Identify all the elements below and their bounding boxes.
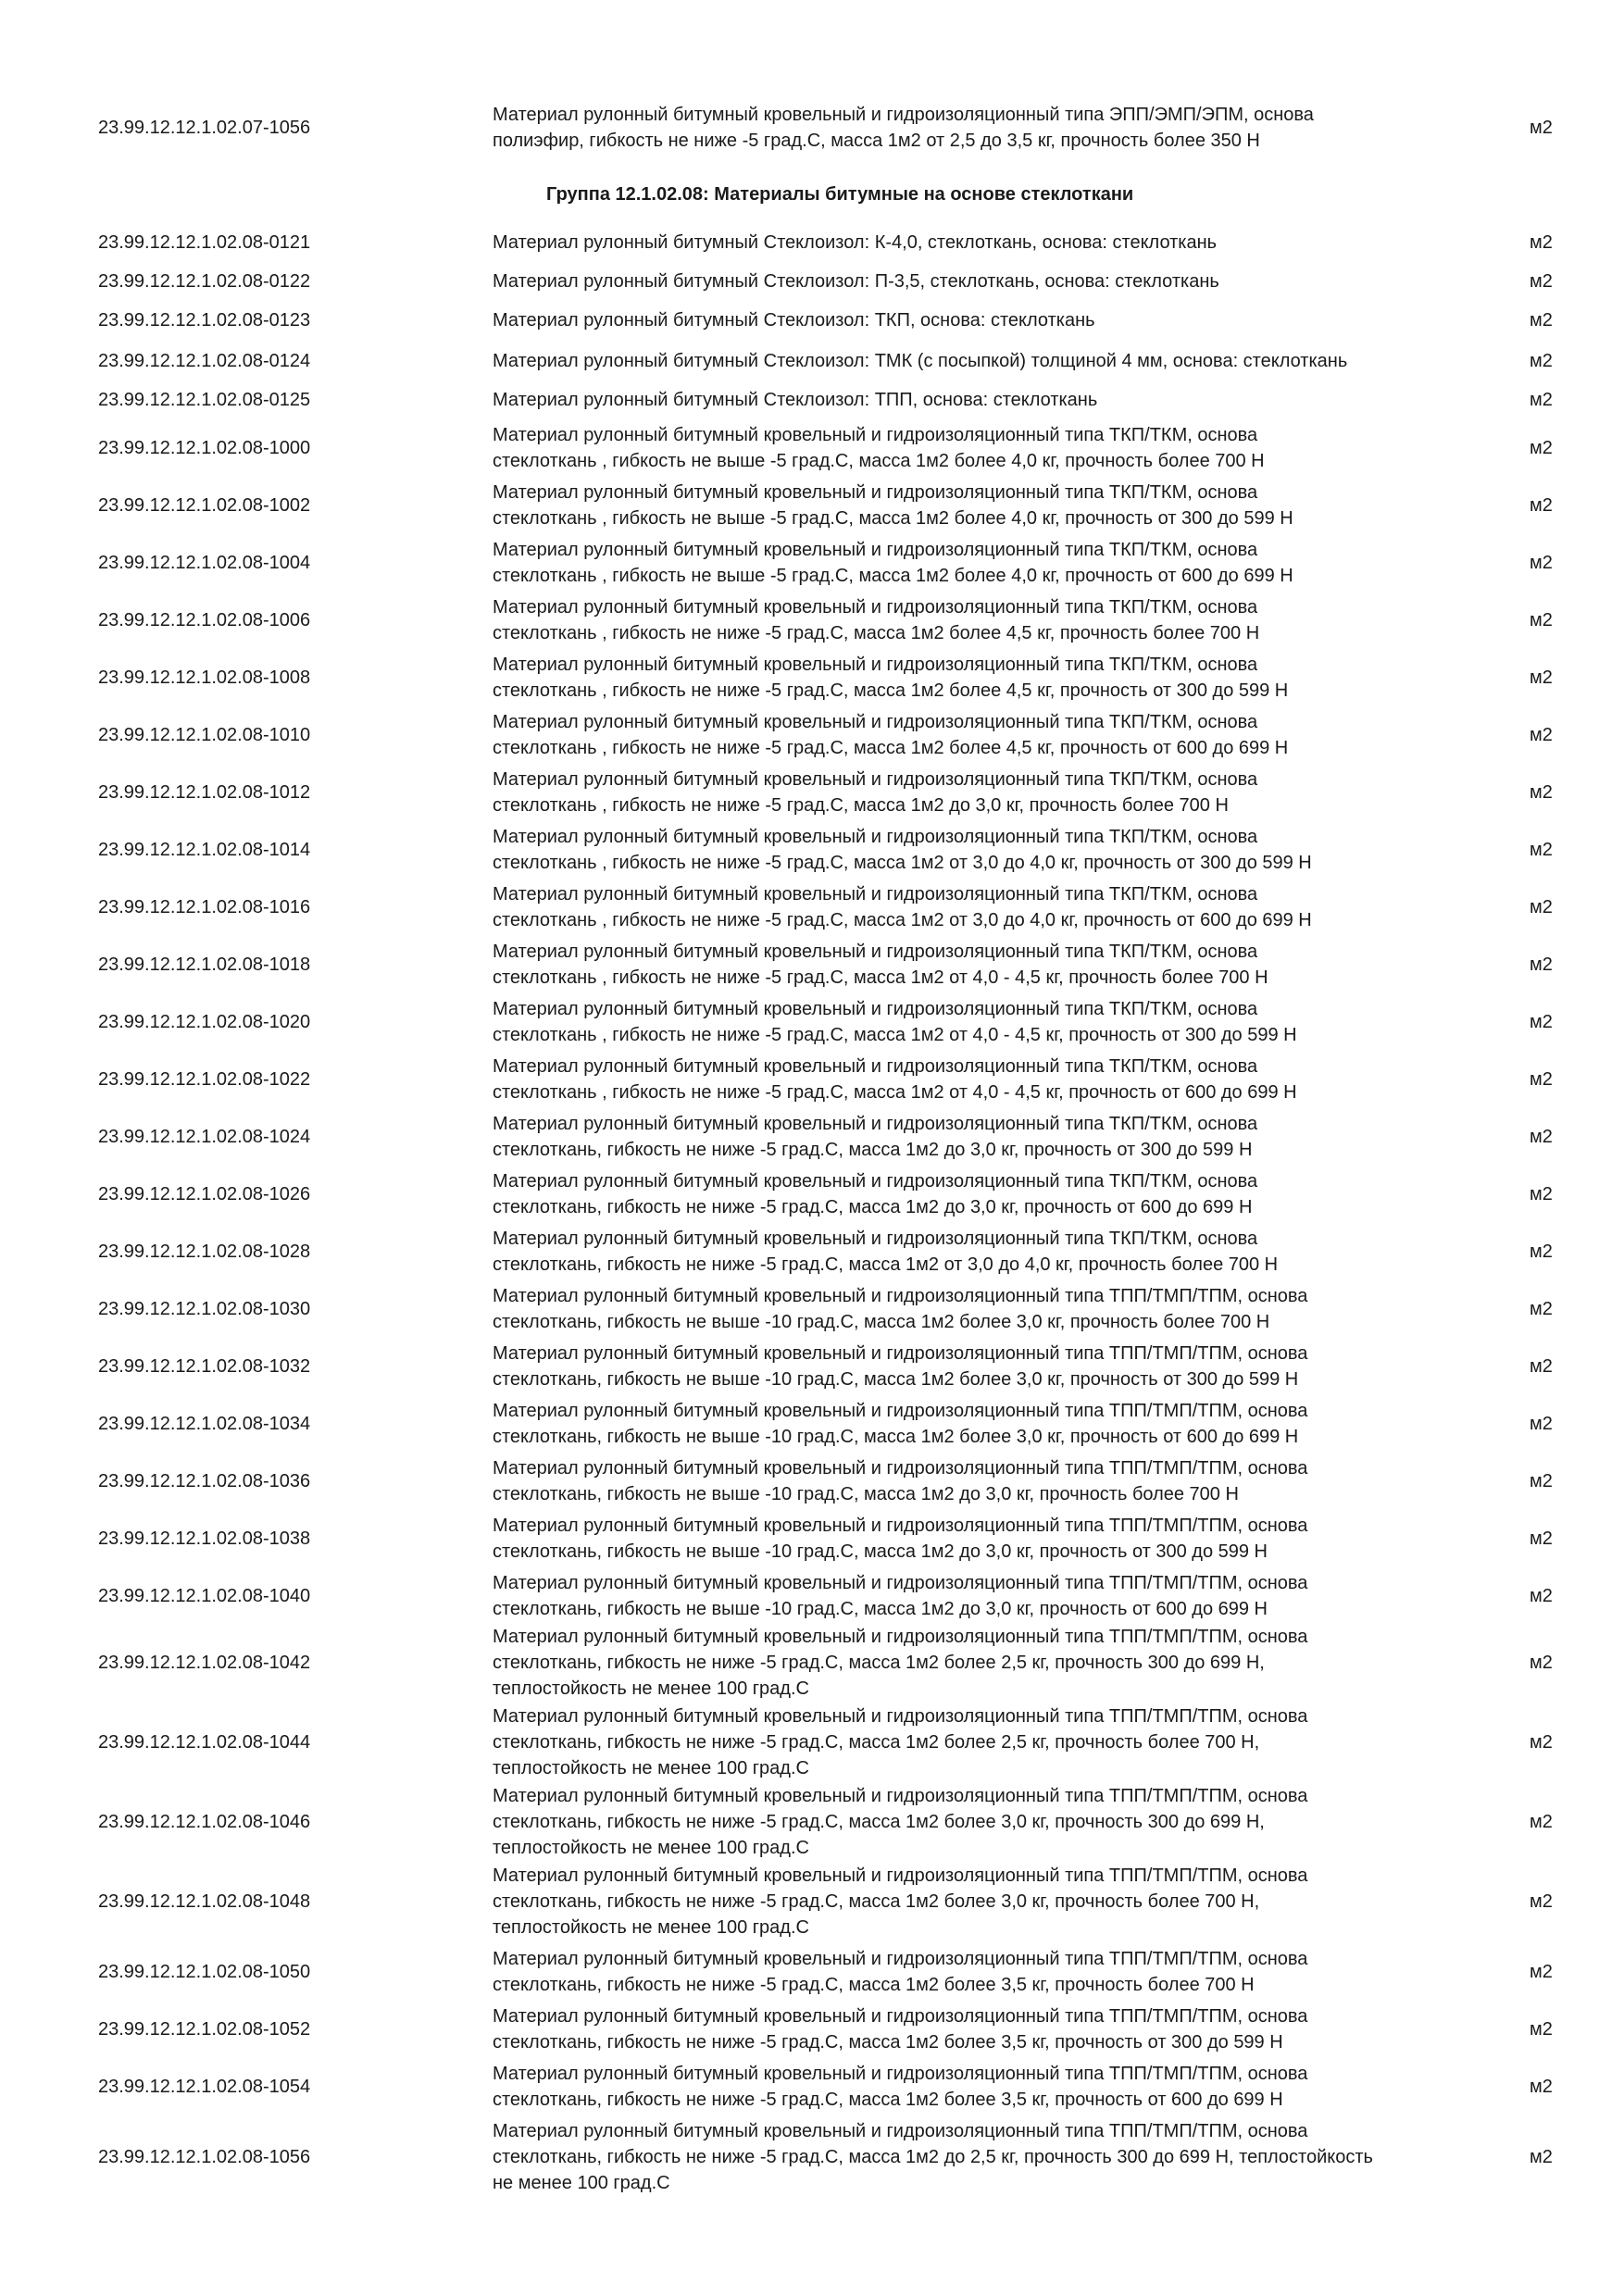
row-description — [493, 387, 1455, 413]
description-line: Материал рулонный битумный кровельный и гидроизоляционный типа ТКП/ТКМ, основа — [493, 425, 1258, 445]
row-unit: м2 — [1530, 1471, 1553, 1491]
row-unit: м2 — [1530, 1127, 1553, 1147]
description-line: Материал рулонный битумный кровельный и гидроизоляционный типа ТПП/ТМП/ТПМ, основа — [493, 1949, 1308, 1969]
row-unit: м2 — [1530, 310, 1553, 331]
table-row — [0, 2061, 1624, 2113]
table-row — [0, 767, 1624, 818]
row-unit: м2 — [1530, 232, 1553, 253]
row-code: 23.99.12.12.1.02.08-1014 — [98, 840, 311, 860]
row-unit: м2 — [1530, 610, 1553, 630]
row-unit: м2 — [1530, 955, 1553, 975]
table-row — [0, 1283, 1624, 1335]
row-unit: м2 — [1530, 1529, 1553, 1549]
row-description — [493, 537, 1455, 589]
row-code: 23.99.12.12.1.02.08-1002 — [98, 495, 311, 516]
description-line: Материал рулонный битумный Стеклоизол: К-4,0, стеклоткань, основа: стеклоткань — [493, 232, 1218, 253]
table-row — [0, 387, 1624, 413]
table-row — [0, 102, 1624, 154]
description-line: Материал рулонный битумный кровельный и гидроизоляционный типа ТПП/ТМП/ТПМ, основа — [493, 2064, 1308, 2084]
row-description — [493, 881, 1455, 933]
description-line: стеклоткань , гибкость не ниже -5 град.С, масса 1м2 более 4,5 кг, прочность более 700 Н — [493, 623, 1260, 643]
description-line: Материал рулонный битумный кровельный и гидроизоляционный типа ТКП/ТКМ, основа — [493, 769, 1258, 790]
description-line: стеклоткань, гибкость не ниже -5 град.С, масса 1м2 более 3,5 кг, прочность от 300 до 599 Н — [493, 2032, 1283, 2053]
description-line: Материал рулонный битумный кровельный и гидроизоляционный типа ТКП/ТКМ, основа — [493, 999, 1258, 1019]
row-code: 23.99.12.12.1.02.08-1032 — [98, 1356, 311, 1377]
row-code: 23.99.12.12.1.02.08-1054 — [98, 2077, 311, 2097]
row-description — [493, 230, 1455, 256]
row-code: 23.99.12.12.1.02.08-0123 — [98, 310, 311, 331]
table-row — [0, 1570, 1624, 1622]
row-unit: м2 — [1530, 1891, 1553, 1912]
description-line: стеклоткань, гибкость не выше -10 град.С, масса 1м2 до 3,0 кг, прочность от 600 до 699 Н — [493, 1599, 1268, 1619]
group-heading: Группа 12.1.02.08: Материалы битумные на основе стеклоткани — [546, 184, 1134, 205]
row-description — [493, 102, 1455, 154]
row-description — [493, 1111, 1455, 1163]
description-line: стеклоткань , гибкость не выше -5 град.С, масса 1м2 более 4,0 кг, прочность более 700 Н — [493, 451, 1265, 471]
description-line: стеклоткань , гибкость не ниже -5 град.С, масса 1м2 от 3,0 до 4,0 кг, прочность от 300 до 599 Н — [493, 853, 1312, 873]
row-unit: м2 — [1530, 351, 1553, 371]
row-code: 23.99.12.12.1.02.08-1042 — [98, 1653, 311, 1673]
row-description — [493, 996, 1455, 1048]
row-unit: м2 — [1530, 118, 1553, 138]
description-line: полиэфир, гибкость не ниже -5 град.С, масса 1м2 от 2,5 до 3,5 кг, прочность более 350 Н — [493, 131, 1260, 151]
row-unit: м2 — [1530, 725, 1553, 745]
row-code: 23.99.12.12.1.02.08-1016 — [98, 897, 311, 917]
row-description — [493, 2003, 1455, 2055]
row-description — [493, 824, 1455, 876]
table-row — [0, 422, 1624, 474]
description-line: Материал рулонный битумный кровельный и гидроизоляционный типа ЭПП/ЭМП/ЭПМ, основа — [493, 105, 1314, 125]
table-row — [0, 709, 1624, 761]
description-line: стеклоткань, гибкость не ниже -5 град.С, масса 1м2 более 2,5 кг, прочность 300 до 699 Н, — [493, 1653, 1265, 1673]
table-row — [0, 268, 1624, 294]
description-line: Материал рулонный битумный кровельный и гидроизоляционный типа ТПП/ТМП/ТПМ, основа — [493, 1786, 1308, 1806]
description-line: Материал рулонный битумный кровельный и гидроизоляционный типа ТКП/ТКМ, основа — [493, 712, 1258, 732]
row-description — [493, 307, 1455, 333]
row-unit: м2 — [1530, 1069, 1553, 1090]
description-line: стеклоткань , гибкость не выше -5 град.С, масса 1м2 более 4,0 кг, прочность от 600 до 699 Н — [493, 566, 1293, 586]
table-row — [0, 939, 1624, 991]
description-line: Материал рулонный битумный кровельный и гидроизоляционный типа ТКП/ТКМ, основа — [493, 1229, 1258, 1249]
row-description — [493, 1946, 1455, 1998]
row-description — [493, 1624, 1455, 1702]
row-code: 23.99.12.12.1.02.08-1052 — [98, 2019, 311, 2040]
row-description — [493, 594, 1455, 646]
row-code: 23.99.12.12.1.02.08-1006 — [98, 610, 311, 630]
description-line: Материал рулонный битумный кровельный и гидроизоляционный типа ТКП/ТКМ, основа — [493, 655, 1258, 675]
row-unit: м2 — [1530, 495, 1553, 516]
row-description — [493, 1226, 1455, 1278]
row-code: 23.99.12.12.1.02.08-1024 — [98, 1127, 311, 1147]
row-unit: м2 — [1530, 2077, 1553, 2097]
table-row — [0, 881, 1624, 933]
table-row — [0, 1455, 1624, 1507]
row-code: 23.99.12.12.1.02.08-1000 — [98, 438, 311, 458]
description-line: теплостойкость не менее 100 град.С — [493, 1758, 809, 1778]
table-row — [0, 1863, 1624, 1940]
row-code: 23.99.12.12.1.02.08-1012 — [98, 782, 311, 803]
row-description — [493, 1283, 1455, 1335]
row-unit: м2 — [1530, 390, 1553, 410]
description-line: стеклоткань, гибкость не ниже -5 град.С, масса 1м2 от 3,0 до 4,0 кг, прочность более 700 Н — [493, 1254, 1279, 1275]
description-line: Материал рулонный битумный Стеклоизол: П-3,5, стеклоткань, основа: стеклоткань — [493, 271, 1219, 292]
table-row — [0, 594, 1624, 646]
description-line: стеклоткань , гибкость не ниже -5 град.С, масса 1м2 до 3,0 кг, прочность более 700 Н — [493, 795, 1229, 816]
row-unit: м2 — [1530, 840, 1553, 860]
row-code: 23.99.12.12.1.02.08-1020 — [98, 1012, 311, 1032]
description-line: стеклоткань , гибкость не выше -5 град.С, масса 1м2 более 4,0 кг, прочность от 300 до 599 Н — [493, 508, 1293, 529]
description-line: Материал рулонный битумный кровельный и гидроизоляционный типа ТКП/ТКМ, основа — [493, 1171, 1258, 1192]
row-unit: м2 — [1530, 1012, 1553, 1032]
row-code: 23.99.12.12.1.02.08-1050 — [98, 1962, 311, 1982]
row-code: 23.99.12.12.1.02.08-1056 — [98, 2147, 311, 2167]
row-code: 23.99.12.12.1.02.08-1046 — [98, 1812, 311, 1832]
table-row — [0, 996, 1624, 1048]
row-description — [493, 2061, 1455, 2113]
description-line: Материал рулонный битумный кровельный и гидроизоляционный типа ТПП/ТМП/ТПМ, основа — [493, 1516, 1308, 1536]
table-row — [0, 2118, 1624, 2196]
description-line: стеклоткань, гибкость не ниже -5 град.С, масса 1м2 более 3,0 кг, прочность 300 до 699 Н, — [493, 1812, 1265, 1832]
table-row — [0, 307, 1624, 333]
row-unit: м2 — [1530, 1812, 1553, 1832]
row-description — [493, 1054, 1455, 1105]
row-code: 23.99.12.12.1.02.08-1028 — [98, 1242, 311, 1262]
table-row — [0, 1513, 1624, 1565]
description-line: стеклоткань, гибкость не выше -10 град.С, масса 1м2 до 3,0 кг, прочность от 300 до 599 Н — [493, 1541, 1268, 1562]
description-line: Материал рулонный битумный кровельный и гидроизоляционный типа ТПП/ТМП/ТПМ, основа — [493, 1573, 1308, 1593]
row-code: 23.99.12.12.1.02.08-0125 — [98, 390, 311, 410]
row-code: 23.99.12.12.1.02.08-1036 — [98, 1471, 311, 1491]
row-code: 23.99.12.12.1.02.08-1008 — [98, 668, 311, 688]
row-unit: м2 — [1530, 1962, 1553, 1982]
table-row — [0, 480, 1624, 531]
table-row — [0, 1341, 1624, 1392]
row-description — [493, 1703, 1455, 1781]
description-line: стеклоткань , гибкость не ниже -5 град.С, масса 1м2 от 3,0 до 4,0 кг, прочность от 600 до 699 Н — [493, 910, 1312, 930]
row-description — [493, 348, 1455, 374]
description-line: Материал рулонный битумный кровельный и гидроизоляционный типа ТПП/ТМП/ТПМ, основа — [493, 1343, 1308, 1364]
row-description — [493, 268, 1455, 294]
table-row — [0, 1398, 1624, 1450]
description-line: Материал рулонный битумный кровельный и гидроизоляционный типа ТПП/ТМП/ТПМ, основа — [493, 1401, 1308, 1421]
description-line: Материал рулонный битумный кровельный и гидроизоляционный типа ТКП/ТКМ, основа — [493, 482, 1258, 503]
description-line: стеклоткань, гибкость не ниже -5 град.С, масса 1м2 до 3,0 кг, прочность от 600 до 699 Н — [493, 1197, 1253, 1217]
description-line: стеклоткань, гибкость не ниже -5 град.С, масса 1м2 до 2,5 кг, прочность 300 до 699 Н, теплостойкость — [493, 2147, 1373, 2167]
description-line: стеклоткань , гибкость не ниже -5 град.С, масса 1м2 от 4,0 - 4,5 кг, прочность от 600 до 699 Н — [493, 1082, 1297, 1103]
description-line: Материал рулонный битумный кровельный и гидроизоляционный типа ТКП/ТКМ, основа — [493, 1114, 1258, 1134]
description-line: Материал рулонный битумный кровельный и гидроизоляционный типа ТКП/ТКМ, основа — [493, 597, 1258, 618]
table-row — [0, 2003, 1624, 2055]
table-row — [0, 230, 1624, 256]
row-unit: м2 — [1530, 1184, 1553, 1204]
description-line: Материал рулонный битумный кровельный и гидроизоляционный типа ТКП/ТКМ, основа — [493, 540, 1258, 560]
table-row — [0, 1111, 1624, 1163]
description-line: стеклоткань, гибкость не выше -10 град.С, масса 1м2 более 3,0 кг, прочность более 700 Н — [493, 1312, 1270, 1332]
row-description — [493, 709, 1455, 761]
row-code: 23.99.12.12.1.02.08-1004 — [98, 553, 311, 573]
row-description — [493, 1168, 1455, 1220]
description-line: Материал рулонный битумный кровельный и гидроизоляционный типа ТПП/ТМП/ТПМ, основа — [493, 1627, 1308, 1647]
row-description — [493, 1863, 1455, 1940]
row-code: 23.99.12.12.1.02.07-1056 — [98, 118, 311, 138]
row-description — [493, 1513, 1455, 1565]
table-row — [0, 1054, 1624, 1105]
row-unit: м2 — [1530, 1299, 1553, 1319]
row-description — [493, 480, 1455, 531]
row-unit: м2 — [1530, 1242, 1553, 1262]
description-line: Материал рулонный битумный кровельный и гидроизоляционный типа ТПП/ТМП/ТПМ, основа — [493, 1706, 1308, 1727]
row-description — [493, 1455, 1455, 1507]
table-row — [0, 652, 1624, 704]
row-description — [493, 1341, 1455, 1392]
row-unit: м2 — [1530, 668, 1553, 688]
description-line: Материал рулонный битумный кровельный и гидроизоляционный типа ТКП/ТКМ, основа — [493, 884, 1258, 905]
row-code: 23.99.12.12.1.02.08-1044 — [98, 1732, 311, 1753]
table-row — [0, 537, 1624, 589]
table-row — [0, 1226, 1624, 1278]
row-unit: м2 — [1530, 1356, 1553, 1377]
table-row — [0, 1624, 1624, 1702]
row-code: 23.99.12.12.1.02.08-0122 — [98, 271, 311, 292]
row-code: 23.99.12.12.1.02.08-1034 — [98, 1414, 311, 1434]
row-description — [493, 939, 1455, 991]
description-line: стеклоткань, гибкость не ниже -5 град.С, масса 1м2 более 3,0 кг, прочность более 700 Н, — [493, 1891, 1260, 1912]
row-unit: м2 — [1530, 1732, 1553, 1753]
description-line: стеклоткань, гибкость не выше -10 град.С, масса 1м2 более 3,0 кг, прочность от 300 до 599 Н — [493, 1369, 1299, 1390]
description-line: Материал рулонный битумный кровельный и гидроизоляционный типа ТПП/ТМП/ТПМ, основа — [493, 2121, 1308, 2141]
table-row — [0, 348, 1624, 374]
row-code: 23.99.12.12.1.02.08-1038 — [98, 1529, 311, 1549]
table-row — [0, 1703, 1624, 1781]
row-unit: м2 — [1530, 2147, 1553, 2167]
description-line: теплостойкость не менее 100 град.С — [493, 1678, 809, 1699]
row-code: 23.99.12.12.1.02.08-1010 — [98, 725, 311, 745]
row-description — [493, 1398, 1455, 1450]
table-row — [0, 1168, 1624, 1220]
table-row — [0, 1783, 1624, 1861]
row-unit: м2 — [1530, 782, 1553, 803]
description-line: стеклоткань, гибкость не ниже -5 град.С, масса 1м2 более 3,5 кг, прочность более 700 Н — [493, 1975, 1255, 1995]
row-description — [493, 767, 1455, 818]
row-description — [493, 422, 1455, 474]
description-line: Материал рулонный битумный Стеклоизол: ТМК (с посыпкой) толщиной 4 мм, основа: стеклоткань — [493, 351, 1348, 371]
row-unit: м2 — [1530, 1586, 1553, 1606]
description-line: стеклоткань , гибкость не ниже -5 град.С, масса 1м2 от 4,0 - 4,5 кг, прочность от 300 до 599 Н — [493, 1025, 1297, 1045]
row-unit: м2 — [1530, 271, 1553, 292]
row-unit: м2 — [1530, 553, 1553, 573]
description-line: стеклоткань, гибкость не ниже -5 град.С, масса 1м2 более 3,5 кг, прочность от 600 до 699 Н — [493, 2090, 1283, 2110]
description-line: стеклоткань , гибкость не ниже -5 град.С, масса 1м2 от 4,0 - 4,5 кг, прочность более 700 Н — [493, 967, 1268, 988]
row-code: 23.99.12.12.1.02.08-1026 — [98, 1184, 311, 1204]
description-line: стеклоткань, гибкость не ниже -5 град.С, масса 1м2 до 3,0 кг, прочность от 300 до 599 Н — [493, 1140, 1253, 1160]
row-description — [493, 1570, 1455, 1622]
row-code: 23.99.12.12.1.02.08-1018 — [98, 955, 311, 975]
row-code: 23.99.12.12.1.02.08-0121 — [98, 232, 311, 253]
row-description — [493, 652, 1455, 704]
description-line: Материал рулонный битумный кровельный и гидроизоляционный типа ТПП/ТМП/ТПМ, основа — [493, 1286, 1308, 1306]
description-line: стеклоткань , гибкость не ниже -5 град.С, масса 1м2 более 4,5 кг, прочность от 600 до 699 Н — [493, 738, 1289, 758]
description-line: стеклоткань , гибкость не ниже -5 град.С, масса 1м2 более 4,5 кг, прочность от 300 до 599 Н — [493, 680, 1289, 701]
description-line: Материал рулонный битумный Стеклоизол: ТПП, основа: стеклоткань — [493, 390, 1098, 410]
table-row — [0, 824, 1624, 876]
description-line: стеклоткань, гибкость не выше -10 град.С, масса 1м2 более 3,0 кг, прочность от 600 до 699 Н — [493, 1427, 1299, 1447]
description-line: стеклоткань, гибкость не ниже -5 град.С, масса 1м2 более 2,5 кг, прочность более 700 Н, — [493, 1732, 1260, 1753]
row-code: 23.99.12.12.1.02.08-1048 — [98, 1891, 311, 1912]
description-line: Материал рулонный битумный кровельный и гидроизоляционный типа ТПП/ТМП/ТПМ, основа — [493, 1866, 1308, 1886]
description-line: Материал рулонный битумный кровельный и гидроизоляционный типа ТКП/ТКМ, основа — [493, 942, 1258, 962]
description-line: не менее 100 град.С — [493, 2173, 670, 2193]
description-line: теплостойкость не менее 100 град.С — [493, 1917, 809, 1938]
row-unit: м2 — [1530, 897, 1553, 917]
description-line: Материал рулонный битумный кровельный и гидроизоляционный типа ТКП/ТКМ, основа — [493, 827, 1258, 847]
row-code: 23.99.12.12.1.02.08-1030 — [98, 1299, 311, 1319]
description-line: Материал рулонный битумный кровельный и гидроизоляционный типа ТПП/ТМП/ТПМ, основа — [493, 1458, 1308, 1479]
description-line: Материал рулонный битумный кровельный и гидроизоляционный типа ТКП/ТКМ, основа — [493, 1056, 1258, 1077]
row-unit: м2 — [1530, 1414, 1553, 1434]
description-line: стеклоткань, гибкость не выше -10 град.С, масса 1м2 до 3,0 кг, прочность более 700 Н — [493, 1484, 1239, 1504]
row-unit: м2 — [1530, 438, 1553, 458]
table-row — [0, 1946, 1624, 1998]
row-code: 23.99.12.12.1.02.08-1040 — [98, 1586, 311, 1606]
row-description — [493, 1783, 1455, 1861]
description-line: теплостойкость не менее 100 град.С — [493, 1838, 809, 1858]
row-unit: м2 — [1530, 2019, 1553, 2040]
row-description — [493, 2118, 1455, 2196]
row-code: 23.99.12.12.1.02.08-0124 — [98, 351, 311, 371]
row-code: 23.99.12.12.1.02.08-1022 — [98, 1069, 311, 1090]
description-line: Материал рулонный битумный Стеклоизол: ТКП, основа: стеклоткань — [493, 310, 1095, 331]
row-unit: м2 — [1530, 1653, 1553, 1673]
description-line: Материал рулонный битумный кровельный и гидроизоляционный типа ТПП/ТМП/ТПМ, основа — [493, 2006, 1308, 2027]
